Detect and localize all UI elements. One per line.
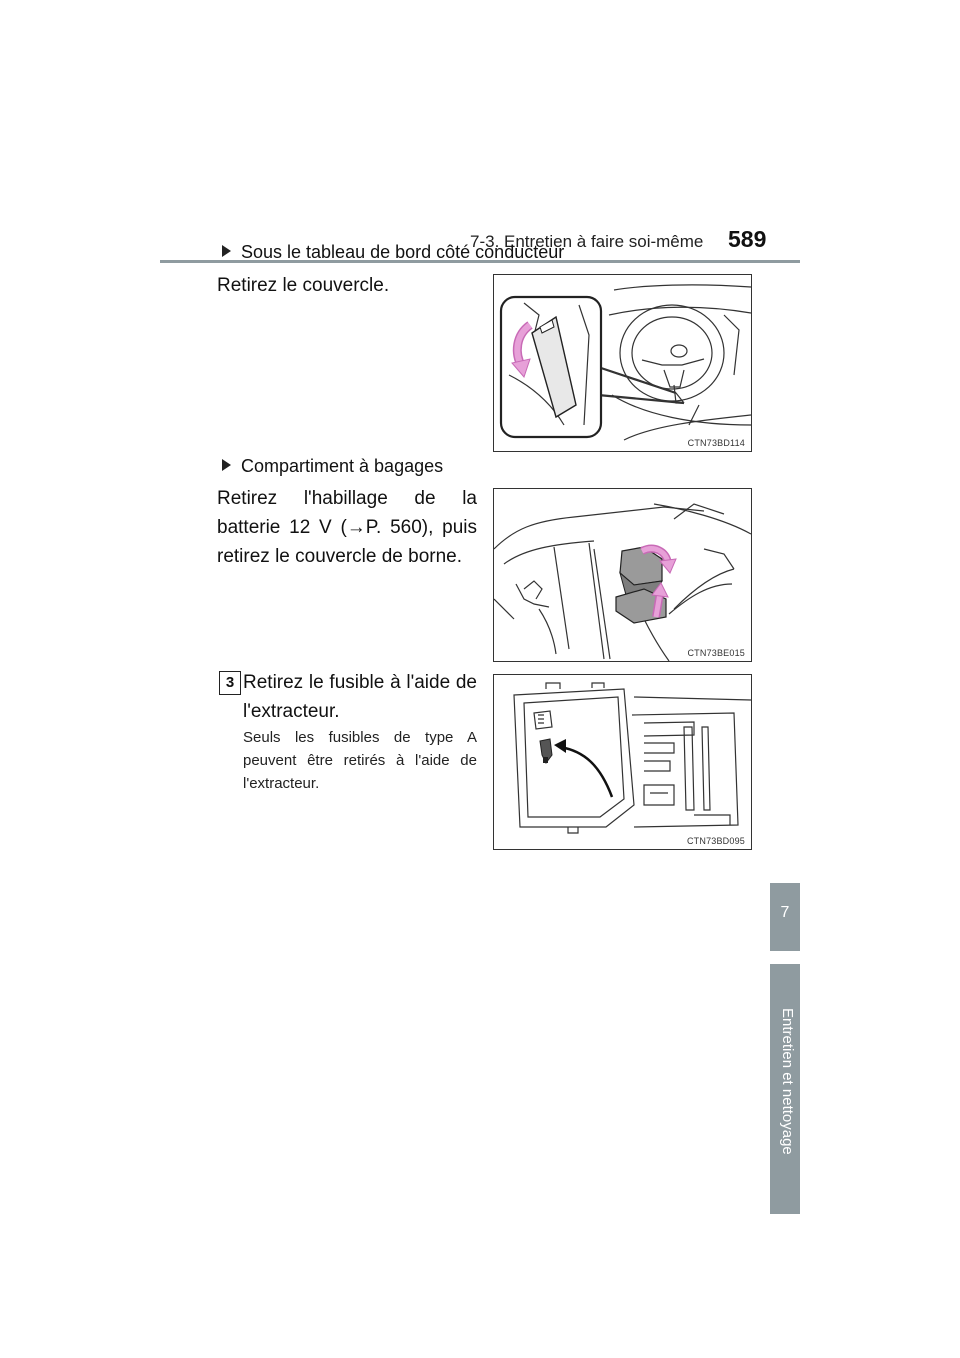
instruction-remove-fuse: Retirez le fusible à l'aide de l'extracteur. bbox=[243, 672, 477, 722]
instruction-remove-battery-trim: Retirez l'habillage de la batterie 12 V (→P. 560), puis retirez le couvercle de borne. bbox=[217, 488, 477, 567]
bullet-luggage-compartment bbox=[222, 456, 443, 477]
bullet-triangle-icon bbox=[222, 245, 231, 257]
battery-illustration bbox=[494, 489, 751, 661]
chapter-title: Entretien et nettoyage bbox=[779, 1008, 796, 1155]
figure-dashboard-cover bbox=[493, 274, 752, 452]
bullet-driver-dashboard bbox=[222, 242, 564, 263]
chapter-number: 7 bbox=[780, 904, 790, 921]
instruction-remove-cover: Retirez le couvercle. bbox=[217, 275, 390, 296]
figure-code: CTN73BE015 bbox=[687, 648, 745, 658]
figure-battery-terminal bbox=[493, 488, 752, 662]
bullet-triangle-icon bbox=[222, 459, 231, 471]
figure-code: CTN73BD095 bbox=[686, 836, 745, 846]
note-fuse-type: Seuls les fusibles de type A peuvent être retirés à l'aide de l'extracteur. bbox=[243, 729, 477, 792]
section-title: 7-3. Entretien à faire soi-même bbox=[470, 232, 704, 251]
figure-code: CTN73BD114 bbox=[687, 438, 745, 448]
page-number: 589 bbox=[728, 226, 767, 252]
fuse-box-illustration bbox=[494, 675, 751, 849]
bullet-text: Sous le tableau de bord côté conducteur bbox=[241, 242, 565, 262]
bullet-text: Compartiment à bagages bbox=[241, 456, 444, 476]
figure-fuse-extractor bbox=[493, 674, 752, 850]
dashboard-illustration bbox=[494, 275, 751, 451]
step-number-badge: 3 bbox=[219, 671, 241, 695]
